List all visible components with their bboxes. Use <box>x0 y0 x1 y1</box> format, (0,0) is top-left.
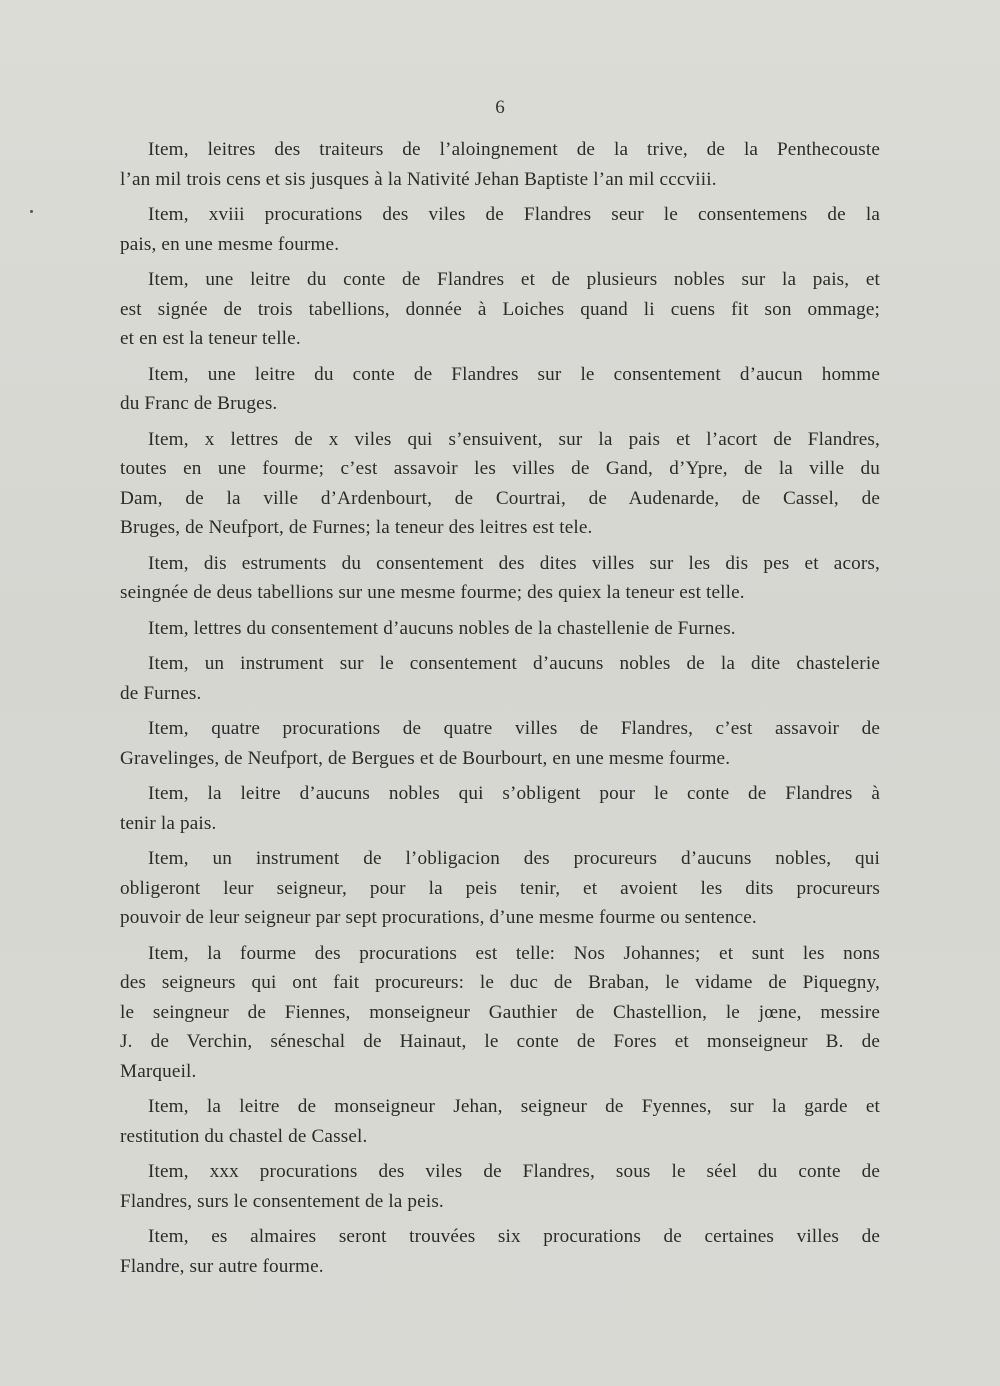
inventory-entry <box>120 844 880 933</box>
entry-line: Item, une leitre du conte de Flandres et de plusieurs nobles sur la pais, et <box>148 269 880 290</box>
entry-line: Item, xviii procurations des viles de Flandres seur le consentemens de la <box>148 204 880 225</box>
inventory-entry <box>120 265 880 354</box>
inventory-entry <box>120 779 880 838</box>
inventory-entry <box>120 360 880 419</box>
inventory-entry <box>120 425 880 543</box>
entry-line: tenir la pais. <box>120 812 217 834</box>
entry-list <box>120 135 880 1287</box>
inventory-entry <box>120 649 880 708</box>
entry-line: Bruges, de Neufport, de Furnes; la teneur des leitres est tele. <box>120 517 593 538</box>
entry-line: Item, un instrument de l’obligacion des procureurs d’aucuns nobles, qui <box>148 848 880 869</box>
inventory-entry <box>120 1222 880 1281</box>
inventory-entry <box>120 135 880 194</box>
entry-line: seingnée de deus tabellions sur une mesme fourme; des quiex la teneur est telle. <box>120 582 745 603</box>
entry-line: de Furnes. <box>120 682 202 704</box>
paper-speck <box>30 210 33 213</box>
inventory-entry <box>120 714 880 773</box>
entry-line: toutes en une fourme; c’est assavoir les villes de Gand, d’Ypre, de la ville du <box>120 458 880 479</box>
entry-line: Item, la leitre de monseigneur Jehan, seigneur de Fyennes, sur la garde et <box>148 1096 880 1117</box>
entry-line: du Franc de Bruges. <box>120 393 278 414</box>
entry-line: pouvoir de leur seigneur par sept procurations, d’une mesme fourme ou sentence. <box>120 907 757 928</box>
entry-line: l’an mil trois cens et sis jusques à la Nativité Jehan Baptiste l’an mil cccviii. <box>120 168 717 190</box>
entry-line: Item, la fourme des procurations est telle: Nos Johannes; et sunt les nons <box>148 942 880 964</box>
inventory-entry <box>120 200 880 259</box>
inventory-entry <box>120 939 880 1087</box>
entry-line: Item, la leitre d’aucuns nobles qui s’obligent pour le conte de Flandres à <box>148 783 880 804</box>
entry-line: Item, un instrument sur le consentement d’aucuns nobles de la dite chastelerie <box>148 653 880 674</box>
inventory-entry <box>120 614 880 644</box>
entry-line: Flandre, sur autre fourme. <box>120 1255 324 1277</box>
entry-line: et en est la teneur telle. <box>120 328 301 349</box>
entry-line: pais, en une mesme fourme. <box>120 233 340 255</box>
entry-line: obligeront leur seigneur, pour la peis tenir, et avoient les dits procureurs <box>120 877 880 899</box>
entry-line: Flandres, surs le consentement de la peis. <box>120 1190 444 1212</box>
entry-line: Item, lettres du consentement d’aucuns nobles de la chastellenie de Furnes. <box>148 617 736 639</box>
entry-line: Item, quatre procurations de quatre villes de Flandres, c’est assavoir de <box>148 718 880 739</box>
entry-line: Gravelinges, de Neufport, de Bergues et de Bourbourt, en une mesme fourme. <box>120 747 731 769</box>
entry-line: Item, une leitre du conte de Flandres sur le consentement d’aucun homme <box>148 363 880 385</box>
entry-line: Dam, de la ville d’Ardenbourt, de Courtrai, de Audenarde, de Cassel, de <box>120 487 880 509</box>
page-number: 6 <box>495 97 505 118</box>
entry-line: J. de Verchin, séneschal de Hainaut, le conte de Fores et monseigneur B. de <box>120 1031 880 1052</box>
inventory-entry <box>120 1092 880 1151</box>
entry-line: Item, dis estruments du consentement des dites villes sur les dis pes et acors, <box>148 552 880 574</box>
entry-line: Marqueil. <box>120 1060 197 1082</box>
entry-line: Item, leitres des traiteurs de l’aloingnement de la trive, de la Penthecouste <box>148 139 880 160</box>
inventory-entry <box>120 1157 880 1216</box>
inventory-entry <box>120 549 880 608</box>
entry-line: des seigneurs qui ont fait procureurs: le duc de Braban, le vidame de Piquegny, <box>120 972 880 993</box>
entry-line: Item, es almaires seront trouvées six procurations de certaines villes de <box>148 1226 880 1247</box>
entry-line: Item, x lettres de x viles qui s’ensuivent, sur la pais et l’acort de Flandres, <box>148 428 880 450</box>
entry-line: est signée de trois tabellions, donnée à Loiches quand li cuens fit son ommage; <box>120 298 880 320</box>
entry-line: restitution du chastel de Cassel. <box>120 1125 368 1147</box>
entry-line: Item, xxx procurations des viles de Flandres, sous le séel du conte de <box>148 1161 880 1182</box>
entry-line: le seingneur de Fiennes, monseigneur Gauthier de Chastellion, le jœne, messire <box>120 1001 880 1023</box>
